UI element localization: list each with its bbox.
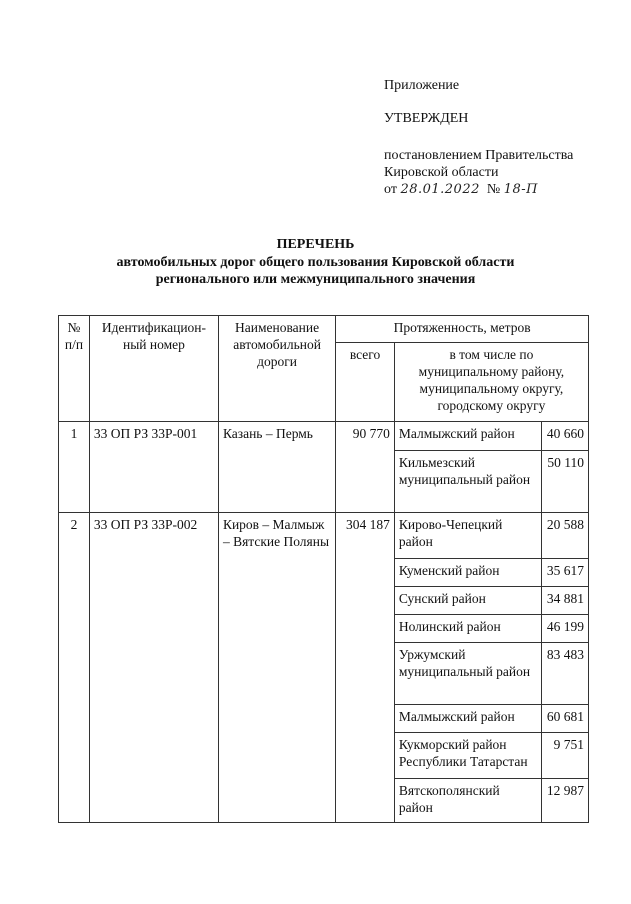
segment-length: 60 681: [542, 705, 589, 733]
segment-length: 46 199: [542, 615, 589, 643]
segment-length: 20 588: [542, 513, 589, 559]
decree-date: 28.01.2022: [400, 182, 480, 197]
date-prefix: от: [384, 182, 397, 197]
segment-length: 12 987: [542, 779, 589, 823]
roads-table: [58, 315, 589, 823]
header-length: Протяженность, метров: [336, 316, 589, 343]
segment-length: 34 881: [542, 587, 589, 615]
document-subtitle-2: регионального или межмуниципального значения: [155, 272, 476, 287]
decree-line-2: Кировской области: [384, 165, 499, 180]
number-prefix: №: [486, 182, 501, 197]
segment-length: 40 660: [542, 422, 589, 451]
row-2-num: 2: [59, 513, 90, 823]
segment-area: Вятскополянский район: [394, 779, 541, 823]
segment-length: 35 617: [542, 559, 589, 587]
segment-area: Сунский район: [394, 587, 541, 615]
segment-area: Куменский район: [394, 559, 541, 587]
row-2-total: 304 187: [336, 513, 395, 823]
row-2-id: 33 ОП РЗ 33Р-002: [89, 513, 218, 823]
row-1-num: 1: [59, 422, 90, 513]
segment-area: Кильмезский муниципальный район: [394, 451, 541, 513]
approved-label: УТВЕРЖДЕН: [384, 111, 469, 126]
segment-area: Кирово-Чепецкий район: [394, 513, 541, 559]
row-1-id: 33 ОП РЗ 33Р-001: [89, 422, 218, 513]
segment-area: Уржумский муниципальный район: [394, 643, 541, 705]
header-total: всего: [336, 343, 395, 422]
row-1-total: 90 770: [336, 422, 395, 513]
document-title: ПЕРЕЧЕНЬ: [276, 237, 355, 252]
appendix-label: Приложение: [384, 78, 460, 93]
decree-date-line: [384, 181, 538, 198]
header-by-area: в том числе по муниципальному району, муниципальному округу, городскому округу: [394, 343, 588, 422]
header-id: Идентификацион-ный номер: [89, 316, 218, 422]
decree-number: 18-П: [503, 182, 539, 197]
header-num: № п/п: [59, 316, 90, 422]
segment-area: Нолинский район: [394, 615, 541, 643]
document-subtitle-1: автомобильных дорог общего пользования Кировской области: [116, 255, 515, 270]
segment-area: Кукморский район Республики Татарстан: [394, 733, 541, 779]
segment-area: Малмыжский район: [394, 422, 541, 451]
row-2-name: Киров – Малмыж – Вятские Поляны: [218, 513, 335, 823]
segment-length: 83 483: [542, 643, 589, 705]
decree-line-1: постановлением Правительства: [384, 148, 574, 163]
header-name: Наименование автомобильной дороги: [218, 316, 335, 422]
row-1-name: Казань – Пермь: [218, 422, 335, 513]
segment-length: 9 751: [542, 733, 589, 779]
segment-area: Малмыжский район: [394, 705, 541, 733]
segment-length: 50 110: [542, 451, 589, 513]
